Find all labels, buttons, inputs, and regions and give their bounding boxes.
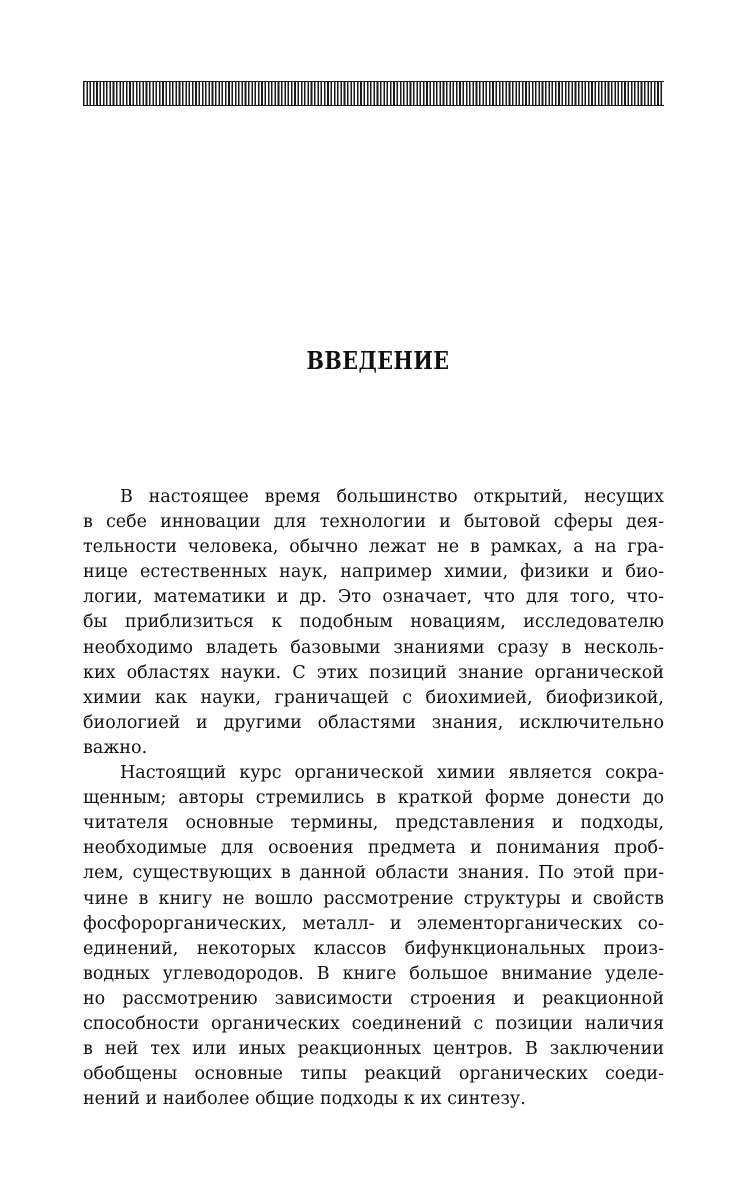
text-line: лем, существующих в данной области знания. По этой при-	[83, 863, 664, 884]
paragraph-1	[83, 485, 664, 761]
text-line: Настоящий курс органической химии является сокра-	[120, 763, 664, 784]
text-line: способности органических соединений с позиции наличия	[83, 1013, 664, 1034]
chapter-title: ВВЕДЕНИЕ	[306, 346, 450, 375]
text-line: но рассмотрению зависимости строения и реакционной	[83, 988, 664, 1009]
decorative-rule	[83, 81, 664, 106]
text-line: бы приблизиться к подобным новациям, исследователю	[83, 612, 664, 633]
text-line: фосфорорганических, металл- и элементорганических со-	[83, 913, 664, 934]
text-line: щенным; авторы стремились в краткой форме донести до	[83, 788, 664, 809]
body-text	[83, 485, 664, 1112]
text-line: логии, математики и др. Это означает, что для того, что-	[83, 587, 664, 608]
text-line: чине в книгу не вошло рассмотрение структуры и свойств	[83, 888, 664, 909]
text-line: В настоящее время большинство открытий, несущих	[120, 487, 664, 507]
text-line: нице естественных наук, например химии, физики и био-	[83, 562, 664, 583]
paragraph-2	[83, 761, 664, 1112]
text-line: ких областях науки. С этих позиций знание органической	[83, 662, 664, 683]
text-line: читателя основные термины, представления и подходы,	[83, 813, 664, 834]
text-line: в ней тех или иных реакционных центров. В заключении	[83, 1039, 664, 1060]
text-line: химии как науки, граничащей с биохимией, биофизикой,	[83, 687, 664, 708]
text-line: единений, некоторых классов бифункциональных произ-	[83, 938, 664, 959]
text-line: необходимые для освоения предмета и понимания проб-	[83, 838, 664, 859]
text-line: биологией и другими областями знания, исключительно	[83, 712, 664, 733]
text-line: тельности человека, обычно лежат не в рамках, а на гра-	[83, 537, 664, 558]
text-line: обобщены основные типы реакций органических соеди-	[83, 1064, 664, 1085]
text-line: нений и наиболее общие подходы к их синтезу.	[83, 1089, 526, 1110]
text-line: в себе инновации для технологии и бытовой сферы дея-	[83, 512, 664, 533]
text-line: важно.	[83, 737, 148, 758]
text-line: необходимо владеть базовыми знаниями сразу в несколь-	[83, 637, 664, 658]
text-line: водных углеводородов. В книге большое внимание уделе-	[83, 963, 664, 984]
